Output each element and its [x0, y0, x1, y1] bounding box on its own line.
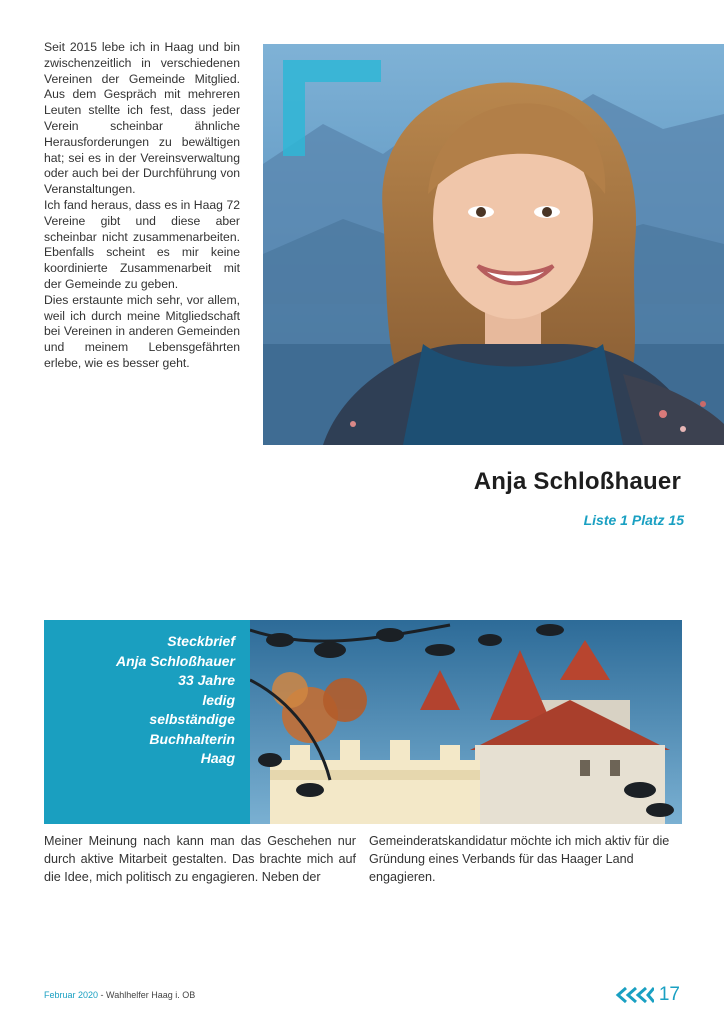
intro-paragraph: Seit 2015 lebe ich in Haag und bin zwischenzeitlich in verschiedenen Vereinen der Gemeinde Mitglied. Aus dem Gespräch mit mehreren Leuten stellte ich fest, dass jeder Verein scheinbar ähnliche Herausforderungen zu bewältigen hat; sei es in der Vereinsverwaltung oder auch bei der Durchführung von Veranstaltungen.	[44, 40, 240, 197]
list-position: Liste 1 Platz 15	[583, 512, 684, 528]
footer-publication: Wahlhelfer Haag i. OB	[106, 990, 196, 1000]
profile-name: Anja Schloßhauer	[115, 652, 235, 669]
portrait-photo	[263, 44, 724, 445]
profile-age: 33 Jahre	[178, 672, 235, 688]
profile-town: Haag	[200, 750, 235, 766]
body-text-left: Meiner Meinung nach kann man das Geschehen nur durch aktive Mitarbeit gestalten. Das brachte mich auf die Idee, mich politisch zu engagieren. Neben der	[44, 834, 356, 884]
page-number: 17	[658, 984, 680, 1005]
chevrons-left-icon	[614, 986, 654, 1004]
castle-illustration	[250, 620, 682, 824]
profile-marital-status: ledig	[202, 691, 235, 708]
intro-paragraph: Ich fand heraus, dass es in Haag 72 Vereine gibt und diese aber scheinbar nicht zusammenarbeiten. Ebenfalls scheint es mir keine koordinierte Zusammenarbeit mit der Gemeinde zu geben.	[44, 197, 240, 291]
profile-occupation-1: selbständige	[149, 711, 235, 727]
footer-separator: -	[98, 990, 107, 1000]
profile-box	[44, 620, 250, 824]
profile-occupation-2: Buchhalterin	[149, 730, 235, 747]
profile-heading: Steckbrief	[167, 633, 235, 649]
intro-paragraph: Dies erstaunte mich sehr, vor allem, weil ich durch meine Mitgliedschaft bei Vereinen in anderen Gemeinden und meinem Lebensgefährten erlebe, wie es besser geht.	[44, 292, 240, 370]
profile-lines	[116, 632, 235, 769]
page-navigation	[614, 983, 680, 1007]
footer-month: Februar 2020	[44, 990, 99, 1000]
candidate-name: Anja Schloßhauer	[473, 468, 681, 495]
footer-credit	[44, 990, 195, 1000]
candidate-portrait	[263, 44, 724, 445]
castle-photo	[250, 620, 682, 824]
intro-text	[44, 40, 240, 372]
body-text-right: Gemeinderatskandidatur möchte ich mich aktiv für die Gründung eines Verbands für das Haager Land engagieren.	[369, 834, 670, 884]
